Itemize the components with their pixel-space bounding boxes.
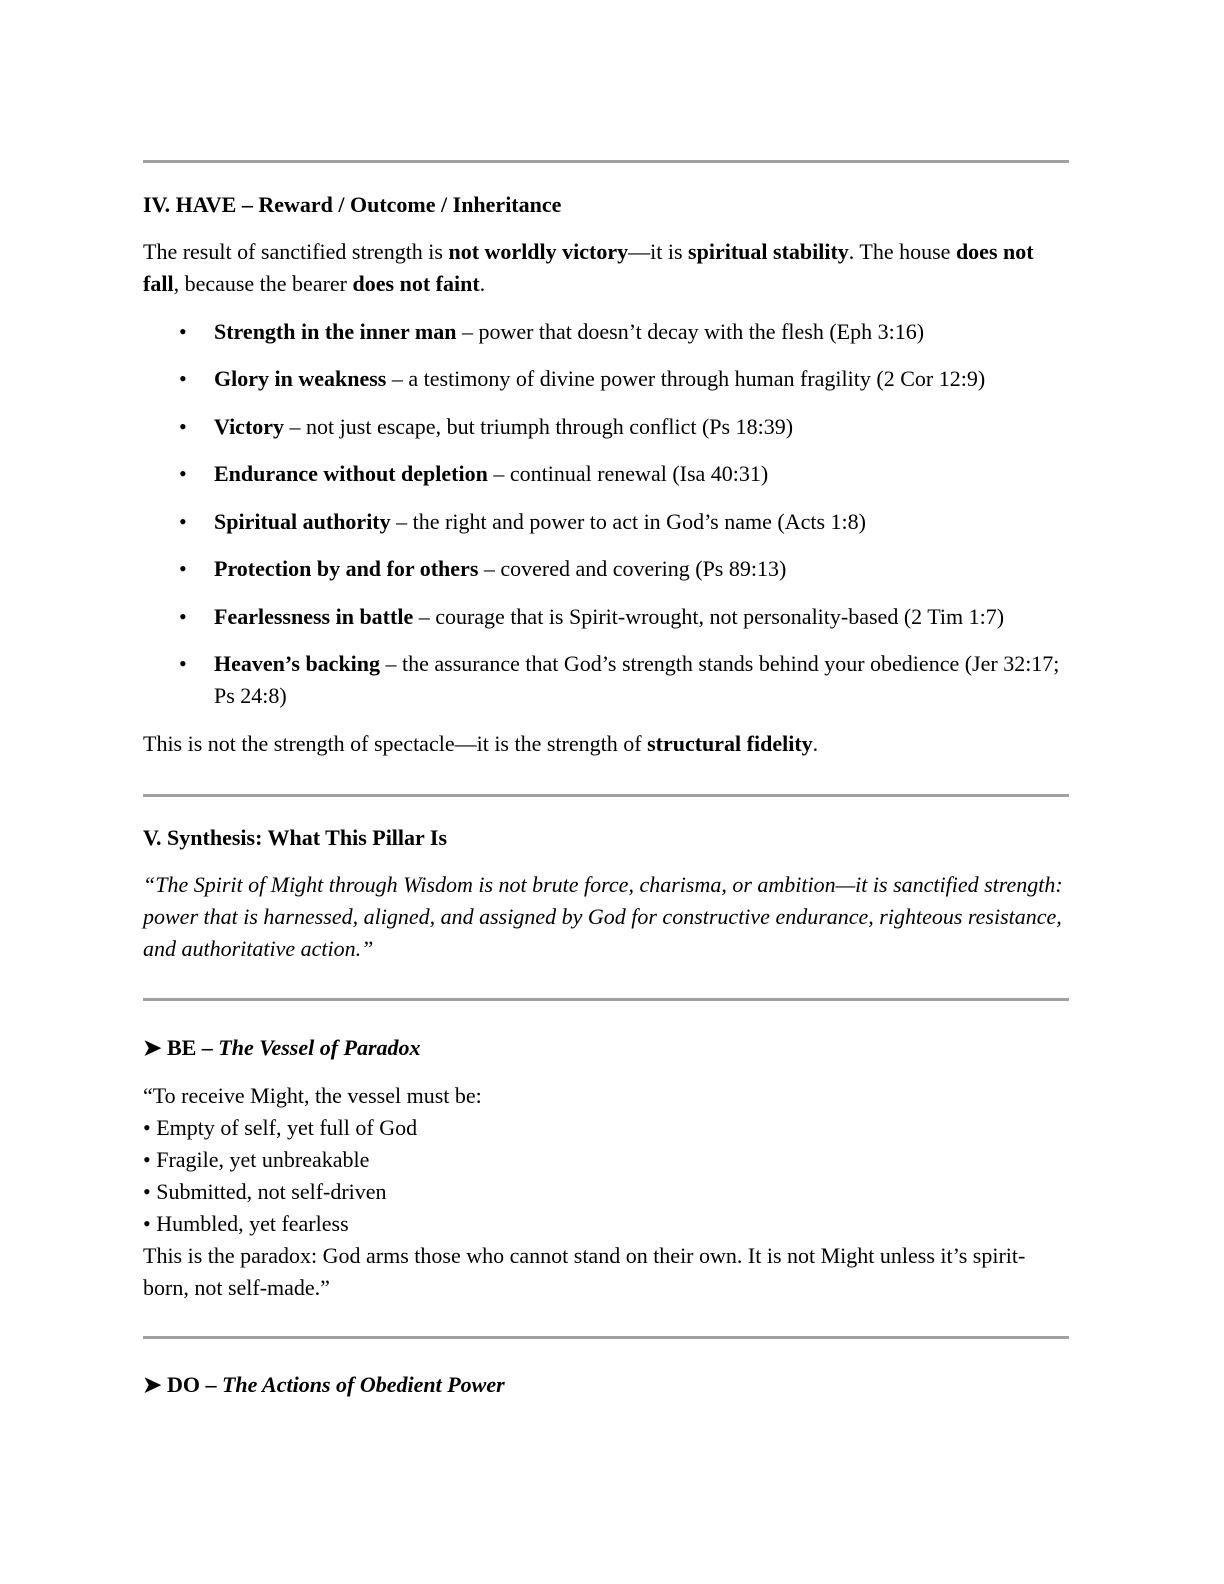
bullet-icon: •	[179, 556, 187, 581]
closing-text: This is not the strength of spectacle—it is the strength of	[143, 730, 648, 756]
intro-emphasis: does not faint	[352, 271, 480, 296]
be-label: BE –	[166, 1035, 219, 1060]
section-closing	[143, 728, 1069, 760]
be-line: • Humbled, yet fearless	[143, 1211, 349, 1236]
item-description: – covered and covering (Ps 89:13)	[478, 556, 787, 581]
item-term: Fearlessness in battle	[214, 603, 414, 629]
intro-emphasis: spiritual stability	[688, 239, 849, 264]
horizontal-rule	[143, 794, 1069, 797]
item-term: Strength in the inner man	[214, 318, 457, 344]
bullet-icon: •	[179, 603, 187, 629]
bullet-icon: •	[179, 651, 187, 676]
bullet-icon: •	[179, 508, 187, 534]
intro-text: . The house	[848, 239, 956, 264]
list-item	[143, 553, 1069, 585]
item-description: – courage that is Spirit-wrought, not personality-based (2 Tim 1:7)	[413, 603, 1005, 629]
closing-emphasis: structural fidelity	[647, 730, 813, 756]
list-item	[143, 648, 1069, 712]
list-item	[143, 506, 1069, 538]
item-term: Spiritual authority	[214, 508, 391, 534]
be-line: • Fragile, yet unbreakable	[143, 1147, 370, 1172]
list-item	[143, 316, 1069, 348]
item-term: Endurance without depletion	[214, 461, 488, 486]
synthesis-quote: “The Spirit of Might through Wisdom is not brute force, charisma, or ambition—it is sanctified strength: power that is harnessed, aligned, and assigned by God for constructive endurance, righteous resistance, and authoritative action.”	[143, 872, 1063, 961]
bullet-icon: •	[179, 318, 187, 344]
arrow-icon: ➤	[143, 1372, 162, 1397]
intro-emphasis: not worldly victory	[448, 239, 629, 264]
do-title: The Actions of Obedient Power	[221, 1372, 505, 1397]
section-heading: V. Synthesis: What This Pillar Is	[143, 825, 448, 850]
intro-emphasis: does not fall	[143, 239, 1034, 296]
item-term: Protection by and for others	[214, 556, 479, 581]
intro-text: The result of sanctified strength is	[143, 239, 449, 264]
be-line: • Submitted, not self-driven	[143, 1179, 387, 1204]
section-synthesis	[143, 822, 1069, 965]
item-term: Victory	[214, 413, 285, 439]
section-do	[143, 1369, 1069, 1401]
list-item	[143, 458, 1069, 490]
item-description: – the assurance that God’s strength stands behind your obedience (Jer 32:17; Ps 24:8)	[214, 651, 1060, 708]
reward-list	[143, 316, 1069, 713]
arrow-icon: ➤	[143, 1035, 162, 1060]
item-description: – a testimony of divine power through human fragility (2 Cor 12:9)	[386, 366, 986, 391]
bullet-icon: •	[179, 413, 187, 439]
item-term: Glory in weakness	[214, 366, 387, 391]
horizontal-rule	[143, 998, 1069, 1001]
item-description: – not just escape, but triumph through conflict (Ps 18:39)	[284, 413, 794, 439]
intro-text: , because the bearer	[173, 271, 353, 296]
intro-text: —it is	[628, 239, 689, 264]
be-body	[143, 1080, 1069, 1304]
horizontal-rule	[143, 1336, 1069, 1339]
item-description: – continual renewal (Isa 40:31)	[487, 461, 769, 486]
item-term: Heaven’s backing	[214, 651, 381, 676]
item-description: – power that doesn’t decay with the flesh (Eph 3:16)	[456, 318, 925, 344]
item-description: – the right and power to act in God’s name (Acts 1:8)	[390, 508, 866, 534]
do-label: DO –	[166, 1372, 222, 1397]
be-line: “To receive Might, the vessel must be:	[143, 1083, 482, 1108]
bullet-icon: •	[179, 366, 187, 391]
section-be	[143, 1032, 1069, 1304]
section-intro	[143, 236, 1069, 300]
be-line: This is the paradox: God arms those who cannot stand on their own. It is not Might unless it’s spirit-born, not self-made.”	[143, 1243, 1026, 1300]
horizontal-rule	[143, 160, 1069, 163]
be-heading	[143, 1032, 1069, 1064]
list-item	[143, 363, 1069, 395]
be-title: The Vessel of Paradox	[218, 1035, 421, 1060]
intro-text: .	[479, 271, 486, 296]
do-heading	[143, 1369, 1069, 1401]
list-item	[143, 601, 1069, 633]
section-heading: IV. HAVE – Reward / Outcome / Inheritance	[143, 192, 562, 217]
section-have	[143, 189, 1069, 760]
bullet-icon: •	[179, 461, 187, 486]
be-line: • Empty of self, yet full of God	[143, 1115, 418, 1140]
list-item	[143, 411, 1069, 443]
closing-end: .	[812, 730, 819, 756]
